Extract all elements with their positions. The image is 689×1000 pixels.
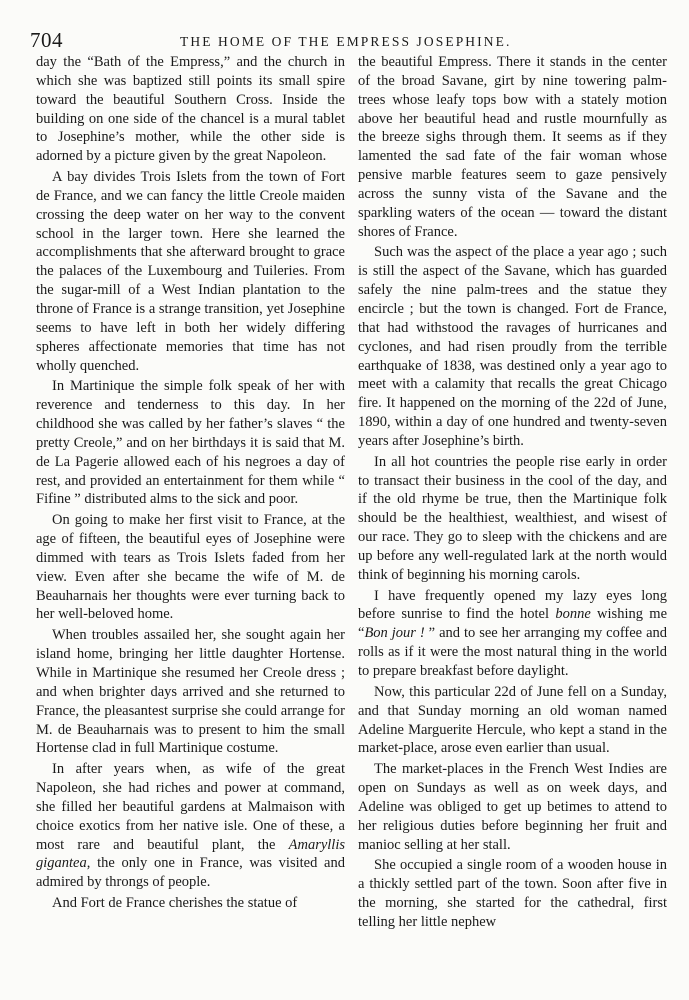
paragraph bbox=[358, 587, 667, 681]
paragraph: And Fort de France cherishes the statue of bbox=[52, 895, 298, 912]
right-column bbox=[358, 53, 667, 932]
italic-word: bonne bbox=[555, 606, 591, 623]
paragraph: In all hot countries the people rise early in order to transact their business in the cool of the day, and if the old rhyme be true, then the Martinique folk should be the healthiest, wealthiest, and wisest of our race. They go to sleep with the chickens and are up before any well-regulated lark at the north would think of beginning his morning carols. bbox=[358, 453, 667, 583]
paragraph: In Martinique the simple folk speak of her with reverence and tenderness to this day. In her childhood she was called by her father’s slaves “ the pretty Creole,” and on her birthdays it is said that M. de La Pagerie allowed each of his negroes a day of rest, and provided an entertainment for them while “ Fifine ” distributed alms to the sick and poor. bbox=[36, 378, 345, 508]
page-number: 704 bbox=[30, 28, 63, 52]
paragraph: When troubles assailed her, she sought again her island home, bringing her little daughter Hortense. While in Martinique she resumed her Creole dress ; and when brighter days arrived and she returned to France, the pleasantest surprise she could arrange for M. de Beauharnais was to present to him the small Hortense clad in full Martinique costume. bbox=[36, 627, 345, 757]
paragraph: Now, this particular 22d of June fell on a Sunday, and that Sunday morning an old woman named Adeline Marguerite Hercule, who kept a stand in the market-place, arose even earlier than usual. bbox=[358, 683, 667, 757]
paragraph: She occupied a single room of a wooden house in a thickly settled part of the town. Soon after five in the morning, she started for the cathedral, first telling her little nephew bbox=[358, 857, 667, 930]
left-column bbox=[36, 53, 345, 913]
text-run: wishing me “ bbox=[358, 606, 668, 642]
paragraph: Such was the aspect of the place a year ago ; such is still the aspect of the Savane, which has guarded safely the nine palm-trees and the statue they encircle ; but the town is changed. Fort de France, that had withstood the ravages of hurricanes and cyclones, and had risen proudly from the terrible earthquake of 1838, was destined only a year ago to meet with a calamity that recalls the great Chicago fire. It happened on the morning of the 22d of June, 1890, within a day of one hundred and twenty-seven years after Josephine’s birth. bbox=[358, 244, 667, 449]
page-header bbox=[30, 28, 665, 52]
running-title: THE HOME OF THE EMPRESS JOSEPHINE. bbox=[180, 34, 512, 49]
paragraph: The market-places in the French West Indies are open on Sundays as well as on week days, and Adeline was obliged to get up betimes to attend to her religious duties before beginning her fruit and manioc selling at her stall. bbox=[358, 761, 667, 853]
text-run: In after years when, as wife of the great Napoleon, she had riches and power at command, she filled her beautiful gardens at Malmaison with choice exotics from her native isle. One of these, a most rare and beautiful plant, the bbox=[36, 761, 345, 853]
paragraph bbox=[36, 760, 345, 892]
italic-greeting: Bon jour ! bbox=[364, 625, 425, 642]
italic-plant-name: Amaryllis gigantea bbox=[36, 836, 345, 872]
paragraph: On going to make her first visit to France, at the age of fifteen, the beautiful eyes of Josephine were dimmed with tears as Trois Islets faded from her view. Even after she became the wife of M. de Beauharnais her thoughts were ever turning back to her well-beloved home. bbox=[36, 512, 345, 623]
text-run: ” and to see her arranging my coffee and rolls as if it were the most natural thing in the world to prepare breakfast before daylight. bbox=[358, 625, 668, 679]
paragraph: day the “Bath of the Empress,” and the church in which she was baptized still points its small spire toward the beautiful Southern Cross. Inside the building on one side of the chancel is a mural tablet to Josephine’s mother, while the other side is adorned by a picture given by the great Napoleon. bbox=[36, 54, 345, 165]
text-run: , the only one in France, was visited and admired by throngs of people. bbox=[36, 855, 345, 891]
paragraph: A bay divides Trois Islets from the town of Fort de France, and we can fancy the little Creole maiden crossing the deep water on her way to the convent school in the larger town. Here she learned the accomplishments that she afterward brought to grace the palaces of the Luxembourg and Tuileries. From the sugar-mill of a West Indian plantation to the throne of France is a strange transition, yet Josephine seems to have left in both her widely differing spheres affectionate memories that time has not wholly quenched. bbox=[36, 169, 345, 374]
paragraph: the beautiful Empress. There it stands in the center of the broad Savane, girt by nine towering palm-trees whose leafy tops bow with a stately motion above her beautiful head and rustle mournfully as the breeze sighs through them. It seems as if they lamented the sad fate of the fair woman whose pensive marble features seem to gaze pensively across the sunny vista of the Savane and the sparkling waters of the ocean — toward the distant shores of France. bbox=[358, 54, 667, 240]
text-run: I have frequently opened my lazy eyes long before sunrise to find the hotel bbox=[358, 587, 667, 623]
